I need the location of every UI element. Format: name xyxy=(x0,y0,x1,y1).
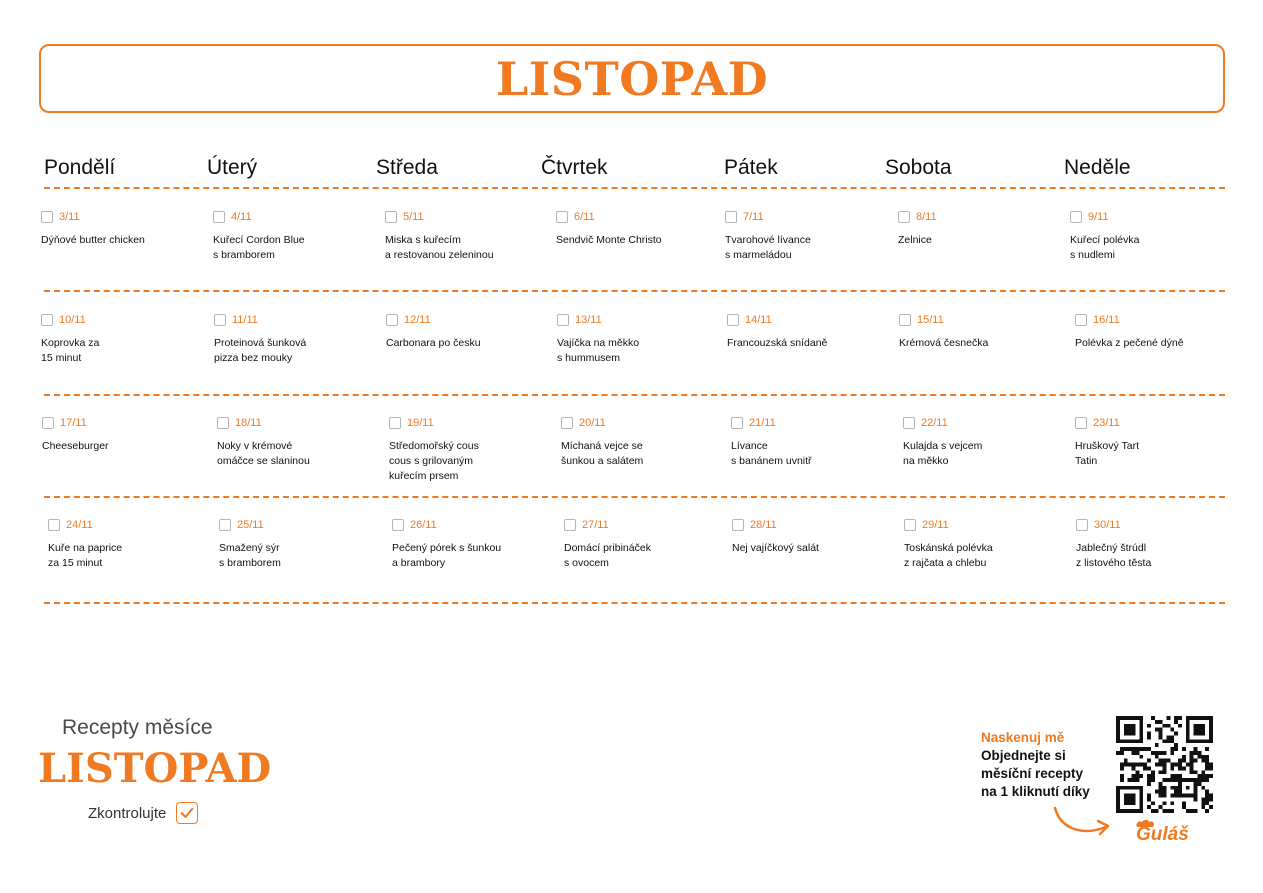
meal-cell xyxy=(561,416,711,469)
meal-cell xyxy=(42,416,192,454)
meal-cell xyxy=(903,416,1053,469)
meal-date: 21/11 xyxy=(749,417,776,429)
meal-date: 3/11 xyxy=(59,211,80,223)
meal-name: Kulajda s vejcem na měkko xyxy=(903,440,983,467)
meal-cell xyxy=(389,416,539,484)
meal-date: 18/11 xyxy=(235,417,262,429)
meal-checkbox[interactable] xyxy=(903,417,915,429)
meal-cell-header xyxy=(899,313,1049,327)
meal-name: Středomořský cous cous s grilovaným kuřecím prsem xyxy=(389,440,479,482)
meal-name: Kuřecí Cordon Blue s bramborem xyxy=(213,234,305,261)
meal-cell-header xyxy=(1075,313,1225,327)
meal-cell xyxy=(556,210,706,248)
weekday-header: Pátek xyxy=(724,156,778,179)
meal-name: Francouzská snídaně xyxy=(727,337,828,349)
meal-cell-header xyxy=(41,313,191,327)
meal-cell-header xyxy=(725,210,875,224)
meal-cell-header xyxy=(41,210,191,224)
meal-cell xyxy=(1070,210,1220,263)
meal-cell-header xyxy=(903,416,1053,430)
meal-date: 30/11 xyxy=(1094,519,1121,531)
check-mark-icon[interactable] xyxy=(176,802,198,824)
meal-checkbox[interactable] xyxy=(1076,519,1088,531)
meal-cell-header xyxy=(385,210,535,224)
weekday-header: Neděle xyxy=(1064,156,1131,179)
meal-date: 20/11 xyxy=(579,417,606,429)
dashed-divider xyxy=(44,290,1225,292)
meal-date: 12/11 xyxy=(404,314,431,326)
meal-cell xyxy=(214,313,364,366)
meal-checkbox[interactable] xyxy=(219,519,231,531)
meal-checkbox[interactable] xyxy=(41,211,53,223)
meal-name: Pečený pórek s šunkou a brambory xyxy=(392,542,502,569)
meal-checkbox[interactable] xyxy=(48,519,60,531)
meal-checkbox[interactable] xyxy=(898,211,910,223)
meal-checkbox[interactable] xyxy=(213,211,225,223)
meal-name: Miska s kuřecím a restovanou zeleninou xyxy=(385,234,494,261)
meal-cell xyxy=(219,518,369,571)
meal-date: 26/11 xyxy=(410,519,437,531)
meal-date: 15/11 xyxy=(917,314,944,326)
meal-date: 11/11 xyxy=(232,314,258,326)
meal-checkbox[interactable] xyxy=(561,417,573,429)
meal-checkbox[interactable] xyxy=(899,314,911,326)
weekday-header: Pondělí xyxy=(44,156,116,179)
meal-cell-header xyxy=(1070,210,1220,224)
meal-date: 14/11 xyxy=(745,314,772,326)
qr-scan-label: Naskenuj mě xyxy=(981,730,1065,745)
meal-cell xyxy=(727,313,877,351)
meal-name: Hruškový Tart Tatin xyxy=(1075,440,1139,467)
qr-description: Objednejte si měsíční recepty na 1 kliknutí díky xyxy=(981,748,1090,799)
meal-date: 19/11 xyxy=(407,417,434,429)
meal-name: Zelnice xyxy=(898,234,932,246)
meal-date: 25/11 xyxy=(237,519,264,531)
meal-date: 7/11 xyxy=(743,211,764,223)
meal-cell-header xyxy=(556,210,706,224)
weekday-header: Čtvrtek xyxy=(541,156,608,179)
check-label: Zkontrolujte xyxy=(88,804,167,822)
meal-cell-header xyxy=(561,416,711,430)
meal-cell xyxy=(557,313,707,366)
qr-code-icon[interactable] xyxy=(1116,716,1213,813)
meal-cell xyxy=(1076,518,1226,571)
meal-checkbox[interactable] xyxy=(214,314,226,326)
meal-cell-header xyxy=(731,416,881,430)
meal-checkbox[interactable] xyxy=(392,519,404,531)
meal-checkbox[interactable] xyxy=(389,417,401,429)
meal-date: 24/11 xyxy=(66,519,93,531)
meal-cell-header xyxy=(564,518,714,532)
footer-check xyxy=(88,802,198,824)
weekday-header: Sobota xyxy=(885,156,952,179)
meal-cell xyxy=(564,518,714,571)
meal-cell xyxy=(385,210,535,263)
meal-date: 13/11 xyxy=(575,314,602,326)
meal-checkbox[interactable] xyxy=(732,519,744,531)
weekday-header: Středa xyxy=(376,156,438,179)
meal-cell-header xyxy=(727,313,877,327)
meal-cell xyxy=(386,313,536,351)
meal-name: Kuřecí polévka s nudlemi xyxy=(1070,234,1140,261)
meal-cell xyxy=(725,210,875,263)
meal-cell-header xyxy=(42,416,192,430)
meal-date: 9/11 xyxy=(1088,211,1109,223)
meal-name: Cheeseburger xyxy=(42,440,109,452)
meal-cell xyxy=(48,518,198,571)
meal-name: Toskánská polévka z rajčata a chlebu xyxy=(904,542,993,569)
meal-cell xyxy=(904,518,1054,571)
meal-checkbox[interactable] xyxy=(1075,417,1087,429)
meal-cell-header xyxy=(898,210,1048,224)
footer-subtitle: Recepty měsíce xyxy=(62,716,213,739)
meal-cell xyxy=(1075,313,1225,351)
meal-cell-header xyxy=(219,518,369,532)
dashed-divider xyxy=(44,602,1225,604)
header-banner xyxy=(39,44,1225,113)
meal-cell-header xyxy=(557,313,707,327)
meal-cell xyxy=(899,313,1049,351)
meal-cell-header xyxy=(1076,518,1226,532)
meal-date: 10/11 xyxy=(59,314,86,326)
meal-name: Tvarohové lívance s marmeládou xyxy=(725,234,811,261)
meal-cell xyxy=(392,518,542,571)
meal-checkbox[interactable] xyxy=(42,417,54,429)
meal-date: 28/11 xyxy=(750,519,777,531)
meal-name: Míchaná vejce se šunkou a salátem xyxy=(561,440,644,467)
meal-cell-header xyxy=(386,313,536,327)
meal-checkbox[interactable] xyxy=(731,417,743,429)
meal-checkbox[interactable] xyxy=(1070,211,1082,223)
meal-name: Proteinová šunková pizza bez mouky xyxy=(214,337,307,364)
meal-name: Carbonara po česku xyxy=(386,337,481,349)
meal-cell-header xyxy=(48,518,198,532)
meal-cell-header xyxy=(732,518,882,532)
meal-name: Noky v krémové omáčce se slaninou xyxy=(217,440,310,467)
month-title: LISTOPAD xyxy=(495,51,769,106)
meal-date: 8/11 xyxy=(916,211,937,223)
meal-cell-header xyxy=(392,518,542,532)
meal-name: Krémová česnečka xyxy=(899,337,989,349)
meal-date: 4/11 xyxy=(231,211,252,223)
meal-cell-header xyxy=(904,518,1054,532)
meal-checkbox[interactable] xyxy=(217,417,229,429)
dashed-divider xyxy=(44,394,1225,396)
meal-checkbox[interactable] xyxy=(727,314,739,326)
meal-name: Vajíčka na měkko s hummusem xyxy=(557,337,640,364)
meal-date: 17/11 xyxy=(60,417,87,429)
meal-name: Polévka z pečené dýně xyxy=(1075,337,1184,349)
meal-cell xyxy=(1075,416,1225,469)
meal-cell-header xyxy=(389,416,539,430)
meal-checkbox[interactable] xyxy=(725,211,737,223)
brand-logo: Guláš xyxy=(1136,824,1189,845)
meal-cell xyxy=(41,313,191,366)
meal-name: Jablečný štrúdl z listového těsta xyxy=(1076,542,1152,569)
curved-arrow-icon xyxy=(1050,805,1114,839)
meal-date: 22/11 xyxy=(921,417,948,429)
meal-cell xyxy=(213,210,363,263)
meal-checkbox[interactable] xyxy=(904,519,916,531)
meal-checkbox[interactable] xyxy=(41,314,53,326)
meal-name: Dýňové butter chicken xyxy=(41,234,145,246)
meal-date: 23/11 xyxy=(1093,417,1120,429)
meal-date: 16/11 xyxy=(1093,314,1120,326)
meal-checkbox[interactable] xyxy=(557,314,569,326)
meal-cell-header xyxy=(217,416,367,430)
meal-name: Nej vajíčkový salát xyxy=(732,542,819,554)
meal-name: Sendvič Monte Christo xyxy=(556,234,662,246)
meal-checkbox[interactable] xyxy=(564,519,576,531)
meal-checkbox[interactable] xyxy=(385,211,397,223)
meal-name: Kuře na paprice za 15 minut xyxy=(48,542,123,569)
meal-name: Lívance s banánem uvnitř xyxy=(731,440,812,467)
meal-checkbox[interactable] xyxy=(386,314,398,326)
meal-date: 5/11 xyxy=(403,211,424,223)
meal-date: 27/11 xyxy=(582,519,609,531)
meal-cell xyxy=(898,210,1048,248)
qr-callout xyxy=(981,730,1111,801)
meal-name: Koprovka za 15 minut xyxy=(41,337,100,364)
meal-cell xyxy=(41,210,191,248)
weekday-header: Úterý xyxy=(207,156,258,179)
meal-cell-header xyxy=(1075,416,1225,430)
meal-checkbox[interactable] xyxy=(556,211,568,223)
meal-date: 29/11 xyxy=(922,519,949,531)
footer-month-title: LISTOPAD xyxy=(38,745,272,792)
dashed-divider xyxy=(44,496,1225,498)
meal-name: Smažený sýr s bramborem xyxy=(219,542,281,569)
meal-cell xyxy=(217,416,367,469)
meal-cell-header xyxy=(213,210,363,224)
meal-name: Domácí pribináček s ovocem xyxy=(564,542,651,569)
meal-cell xyxy=(731,416,881,469)
meal-cell xyxy=(732,518,882,556)
meal-cell-header xyxy=(214,313,364,327)
dashed-divider xyxy=(44,187,1225,189)
meal-checkbox[interactable] xyxy=(1075,314,1087,326)
meal-date: 6/11 xyxy=(574,211,595,223)
